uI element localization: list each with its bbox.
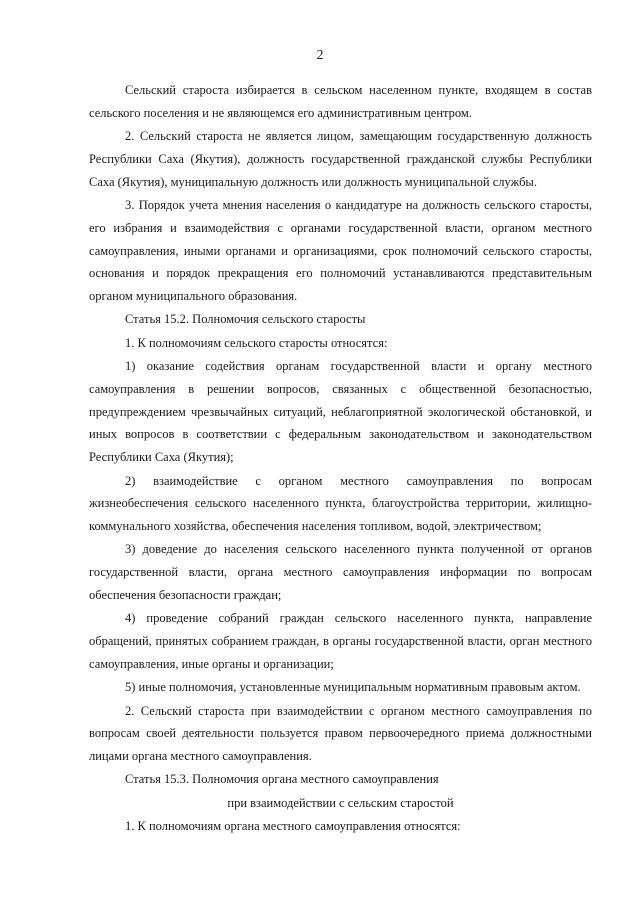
list-item-2: 2) взаимодействие с органом местного самоуправления по вопросам жизнеобеспечения сельского населенного пункта, благоустройства территории, жилищно-коммунального хозяйства, обеспечения населения топливом, водой, электричеством; <box>89 473 592 534</box>
article-15-3-heading: Статья 15.3. Полномочия органа местного самоуправления <box>125 772 439 787</box>
article-15-3-heading-continued: при взаимодействии с сельским старостой <box>227 795 454 810</box>
paragraph-powers-intro: 1. К полномочиям сельского старосты относятся: <box>125 335 388 350</box>
paragraph-continuation: Сельский староста избирается в сельском населенном пункте, входящем в состав сельского поселения и не являющемся его административным центром. <box>89 83 592 120</box>
list-item-4: 4) проведение собраний граждан сельского населенного пункта, направление обращений, принятых собранием граждан, в органы государственной власти, орган местного самоуправления, иные органы и организации; <box>89 611 592 671</box>
paragraph-item-2: 2. Сельский староста не является лицом, замещающим государственную должность Республики Саха (Якутия), должность государственной гражданской службы Республики Саха (Якутия), муниципальную должность или должность муниципальной службы. <box>89 129 592 189</box>
list-item-3: 3) доведение до населения сельского населенного пункта полученной от органов государственной власти, органа местного самоуправления информации по вопросам обеспечения безопасности граждан; <box>89 542 592 603</box>
list-item-1: 1) оказание содействия органам государственной власти и органу местного самоуправления в решении вопросов, связанных с общественной безопасностью, предупреждением чрезвычайных ситуаций, неблагоприятной экологической обстановкой, и иных вопросов в соответствии с федеральным законодательством и законодательством Республики Саха (Якутия); <box>89 359 592 465</box>
list-item-5: 5) иные полномочия, установленные муниципальным нормативным правовым актом. <box>125 680 581 695</box>
page-number: 2 <box>316 48 324 63</box>
paragraph-local-powers-intro: 1. К полномочиям органа местного самоуправления относятся: <box>125 819 461 833</box>
article-15-2-heading: Статья 15.2. Полномочия сельского старосты <box>125 312 366 327</box>
paragraph-item-2-priority: 2. Сельский староста при взаимодействии с органом местного самоуправления по вопросам своей деятельности пользуется правом первоочередного приема должностными лицами органа местного самоуправления. <box>89 703 592 764</box>
document-body <box>89 79 592 838</box>
paragraph-item-3: 3. Порядок учета мнения населения о кандидатуре на должность сельского старосты, его избрания и взаимодействия с органами государственной власти, органом местного самоуправления, иными органами и организациями, срок полномочий сельского старосты, основания и порядок прекращения его полномочий устанавливаются представительным органом муниципального образования. <box>89 197 592 304</box>
